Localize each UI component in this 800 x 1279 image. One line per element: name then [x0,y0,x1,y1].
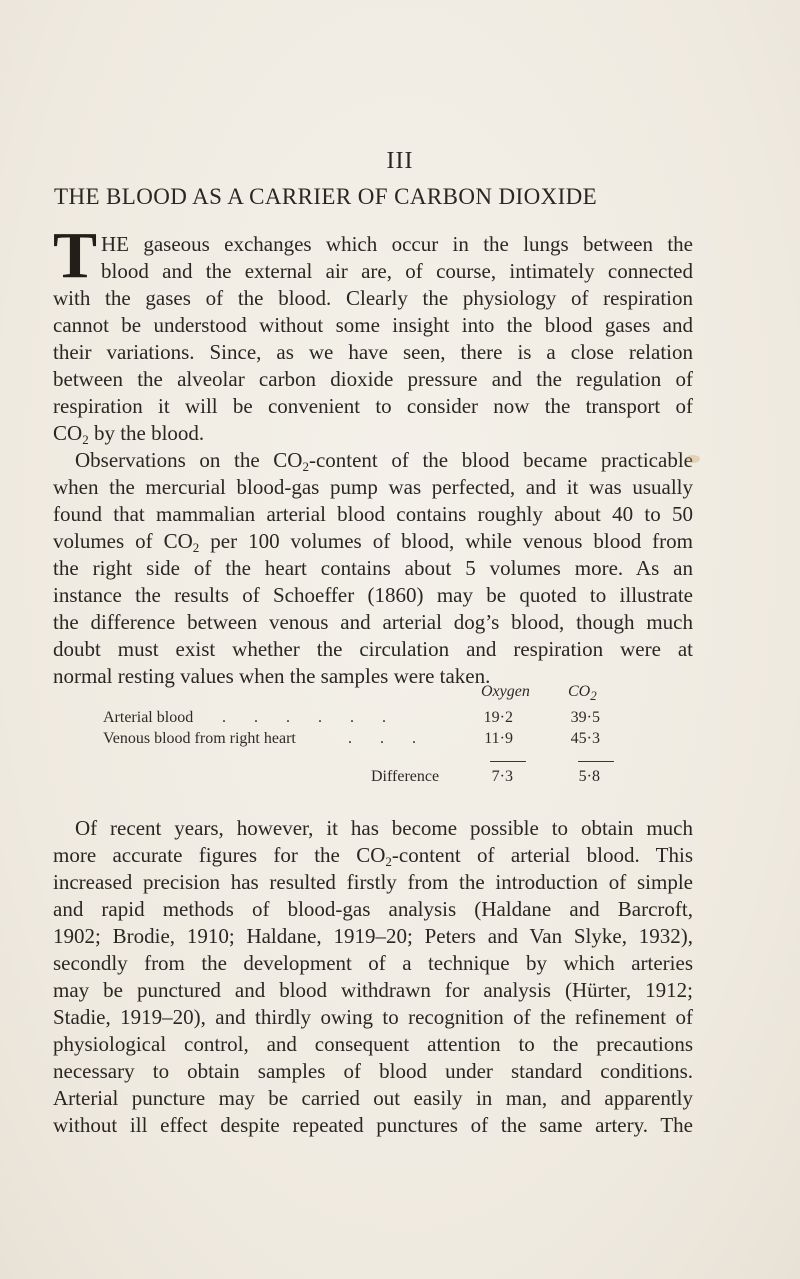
column-header-oxygen: Oxygen [481,683,530,700]
text-line: the right side of the heart contains about 5 volumes more. As an [53,556,693,580]
chapter-number: III [386,148,414,174]
leader-dots: . . . . . . [222,709,386,726]
text-line: and rapid methods of blood-gas analysis (Haldane and Barcroft, [53,897,693,921]
text-fragment: by the blood. [88,421,205,445]
text-fragment: -content of the blood became practicable [308,448,693,472]
text-line: with the gases of the blood. Clearly the physiology of respiration [53,286,693,310]
chapter-title: THE BLOOD AS A CARRIER OF CARBON DIOXIDE [54,184,598,209]
difference-co2: 5·8 [578,768,600,785]
leader-dots: . . . [348,730,416,747]
paragraph-1-opening [101,231,693,285]
text-line: respiration it will be convenient to consider now the transport of [53,394,693,418]
text-line: the difference between venous and arterial dog’s blood, though much [53,610,693,634]
text-line: secondly from the development of a technique by which arteries [53,951,693,975]
text-line: cannot be understood without some insight into the blood gases and [53,313,693,337]
difference-oxygen: 7·3 [491,768,513,785]
text-line: 1902; Brodie, 1910; Haldane, 1919–20; Peters and Van Slyke, 1932), [53,924,693,948]
sum-rule-oxygen [490,761,526,762]
arterial-co2: 39·5 [570,709,600,726]
paragraph-3 [53,815,693,1139]
paragraph-2 [53,447,693,690]
text-line: increased precision has resulted firstly from the introduction of simple [53,870,693,894]
text-line: between the alveolar carbon dioxide pressure and the regulation of [53,367,693,391]
text-line: without ill effect despite repeated punctures of the same artery. The [53,1113,693,1137]
text-fragment: CO [53,421,83,445]
text-line: Stadie, 1919–20), and thirdly owing to recognition of the refinement of [53,1005,693,1029]
text-line: instance the results of Schoeffer (1860) may be quoted to illustrate [53,583,693,607]
subscript: 2 [192,540,200,555]
venous-co2: 45·3 [570,730,600,747]
text-fragment: CO [568,683,591,700]
text-fragment: Observations on the CO [75,448,303,472]
text-line: blood and the external air are, of course, intimately connected [101,259,693,283]
text-line [53,447,693,474]
text-line: may be punctured and blood withdrawn for analysis (Hürter, 1912; [53,978,693,1002]
arterial-oxygen: 19·2 [483,709,513,726]
venous-oxygen: 11·9 [484,730,513,747]
subscript: 2 [385,854,392,869]
text-fragment: -content of arterial blood. This [391,843,693,867]
text-line: their variations. Since, as we have seen, there is a close relation [53,340,693,364]
text-line: Arterial puncture may be carried out easily in man, and apparently [53,1086,693,1110]
text-fragment: more accurate figures for the CO [53,843,386,867]
text-line: when the mercurial blood-gas pump was perfected, and it was usually [53,475,693,499]
row-label-venous: Venous blood from right heart [103,730,296,747]
column-header-co2 [568,683,597,701]
drop-cap: T [53,219,98,292]
subscript: 2 [82,432,89,447]
text-line: doubt must exist whether the circulation and respiration were at [53,637,693,661]
text-line [53,528,693,555]
subscript: 2 [302,459,309,474]
text-line [53,420,693,447]
text-line: Of recent years, however, it has become possible to obtain much [75,816,693,840]
paragraph-1-body [53,285,693,447]
text-fragment: volumes of CO [53,529,193,553]
text-line: physiological control, and consequent attention to the precautions [53,1032,693,1056]
text-line: HE gaseous exchanges which occur in the lungs between the [101,232,693,256]
text-line: necessary to obtain samples of blood under standard conditions. [53,1059,693,1083]
text-fragment: per 100 volumes of blood, while venous blood from [199,529,694,553]
text-line: found that mammalian arterial blood contains roughly about 40 to 50 [53,502,693,526]
text-line: normal resting values when the samples were taken. [53,664,491,688]
subscript: 2 [590,688,597,703]
text-line [53,842,693,869]
row-label-arterial: Arterial blood [103,709,194,726]
paper-stain [686,455,700,463]
row-label-difference: Difference [371,768,440,785]
sum-rule-co2 [578,761,614,762]
